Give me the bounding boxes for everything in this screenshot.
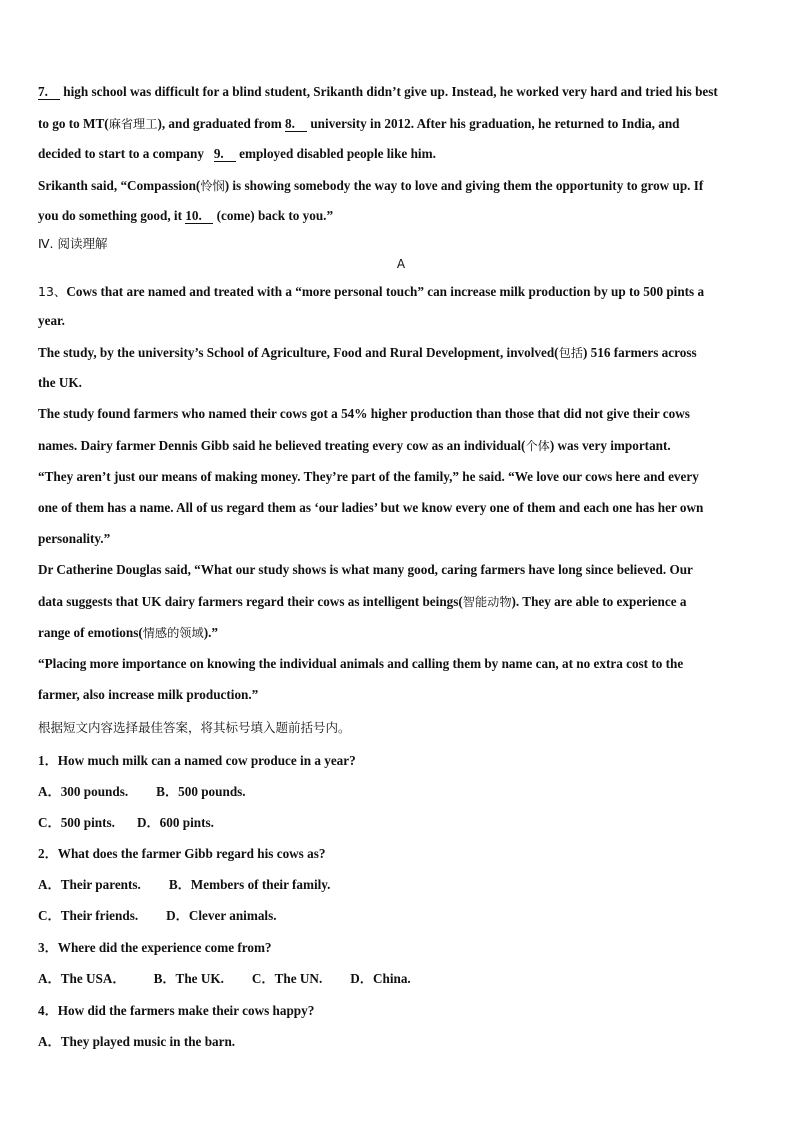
option-2B[interactable]: B．Members of their family.	[168, 877, 331, 892]
option-3D[interactable]: D．China.	[350, 971, 411, 986]
part-label: A	[396, 257, 406, 271]
question-number: 13、	[38, 284, 67, 299]
passage-line: “They aren’t just our means of making money. They’re part of the family,” he said. “We love our cows here and every	[38, 469, 699, 484]
passage-line	[38, 208, 764, 224]
passage-line	[38, 84, 764, 100]
option-3C[interactable]: C．The UN.	[251, 971, 323, 986]
text: ) is showing somebody the way to love and giving them the opportunity to grow up. If	[224, 178, 704, 193]
passage-line	[38, 344, 764, 361]
chinese-gloss: 包括	[558, 346, 583, 360]
text: to go to MT(	[38, 116, 109, 131]
option-2D[interactable]: D．Clever animals.	[166, 908, 277, 923]
text: range of emotions(	[38, 625, 143, 640]
options-row	[38, 874, 764, 893]
chinese-gloss: 智能动物	[462, 595, 512, 609]
chinese-gloss: 个体	[525, 439, 550, 453]
option-3B[interactable]: B．The UK.	[153, 971, 224, 986]
blank-10[interactable]: 10.	[185, 209, 213, 224]
text: ).”	[203, 625, 218, 640]
passage-line: one of them has a name. All of us regard them as ‘our ladies’ but we know every one of them and each one has her own	[38, 500, 704, 515]
option-1A[interactable]: A．300 pounds.	[38, 784, 129, 799]
passage-line	[38, 115, 764, 132]
text: names. Dairy farmer Dennis Gibb said he believed treating every cow as an individual(	[38, 438, 526, 453]
text: Cows that are named and treated with a “more personal touch” can increase milk production by up to 500 pints a	[66, 284, 705, 299]
blank-9[interactable]: 9.	[214, 147, 236, 162]
option-4A[interactable]: A．They played music in the barn.	[38, 1034, 236, 1049]
text: Srikanth said, “Compassion(	[38, 178, 201, 193]
option-1C[interactable]: C．500 pints.	[38, 815, 115, 830]
passage-line: “Placing more importance on knowing the individual animals and calling them by name can, at no extra cost to the	[38, 656, 684, 671]
passage-line	[38, 437, 764, 454]
passage-line: personality.”	[38, 531, 111, 546]
text: employed disabled people like him.	[235, 146, 436, 161]
text: high school was difficult for a blind student, Srikanth didn’t give up. Instead, he worked very hard and tried his best	[60, 84, 718, 99]
section-heading: Ⅳ. 阅读理解	[38, 236, 108, 251]
text: decided to start to a company	[38, 146, 214, 161]
options-row	[38, 968, 764, 987]
option-2A[interactable]: A．Their parents.	[38, 877, 141, 892]
options-row	[38, 812, 764, 831]
passage-line: farmer, also increase milk production.”	[38, 687, 259, 702]
text: (come) back to you.”	[213, 208, 334, 223]
question-2: 2．What does the farmer Gibb regard his cows as?	[38, 846, 326, 861]
chinese-gloss: 怜悯	[200, 179, 225, 193]
text: ). They are able to experience a	[511, 594, 687, 609]
option-2C[interactable]: C．Their friends.	[38, 908, 139, 923]
text: ) was very important.	[549, 438, 671, 453]
instruction: 根据短文内容选择最佳答案，将其标号填入题前括号内。	[38, 720, 351, 735]
passage-line: the UK.	[38, 375, 82, 390]
passage-line	[38, 146, 764, 162]
text: you do something good, it	[38, 208, 186, 223]
chinese-gloss: 情感的领域	[142, 626, 204, 640]
passage-line	[38, 593, 764, 610]
options-row	[38, 781, 764, 800]
question-3: 3．Where did the experience come from?	[38, 940, 272, 955]
option-3A[interactable]: A．The USA．	[38, 971, 126, 986]
text: The study, by the university’s School of Agriculture, Food and Rural Development, involved(	[38, 345, 559, 360]
option-1D[interactable]: D．600 pints.	[136, 815, 214, 830]
passage-line	[38, 624, 764, 641]
blank-7[interactable]: 7.	[38, 85, 60, 100]
blank-8[interactable]: 8.	[285, 117, 307, 132]
options-row	[38, 1031, 764, 1050]
option-1B[interactable]: B．500 pounds.	[156, 784, 246, 799]
options-row	[38, 905, 764, 924]
text: ) 516 farmers across	[582, 345, 697, 360]
question-1: 1．How much milk can a named cow produce in a year?	[38, 753, 356, 768]
question-4: 4．How did the farmers make their cows happy?	[38, 1003, 315, 1018]
text: university in 2012. After his graduation, he returned to India, and	[307, 116, 680, 131]
passage-line	[38, 177, 764, 194]
passage-line: The study found farmers who named their cows got a 54% higher production than those that did not give their cows	[38, 406, 690, 421]
passage-line: Dr Catherine Douglas said, “What our study shows is what many good, caring farmers have long since believed. Our	[38, 562, 693, 577]
text: ), and graduated from	[157, 116, 286, 131]
passage-line: year.	[38, 313, 65, 328]
passage-line	[38, 282, 764, 300]
chinese-gloss: 麻省理工	[108, 117, 158, 131]
text: data suggests that UK dairy farmers regard their cows as intelligent beings(	[38, 594, 463, 609]
